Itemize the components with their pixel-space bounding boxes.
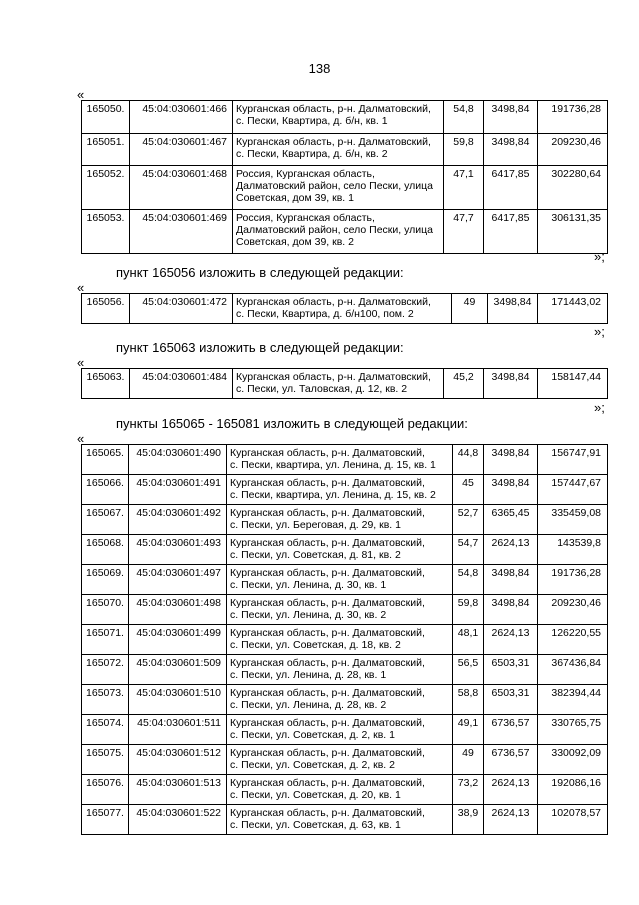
address-line: с. Пески, Квартира, д. б/н, кв. 2 (236, 148, 388, 160)
total-value: 126220,55 (538, 625, 608, 655)
total-value: 191736,28 (538, 565, 608, 595)
address-line: с. Пески, ул. Советская, д. 20, кв. 1 (230, 789, 401, 801)
address-line: с. Пески, ул. Советская, д. 63, кв. 1 (230, 819, 401, 831)
table-row (82, 805, 608, 835)
amendment-instruction: пункты 165065 - 165081 изложить в следующей редакции: (116, 416, 468, 431)
open-quote: « (77, 280, 85, 295)
table-row (82, 715, 608, 745)
address (233, 369, 444, 399)
area-value: 44,8 (453, 445, 484, 475)
amendment-instruction: пункт 165056 изложить в следующей редакции: (116, 265, 404, 280)
address (233, 294, 452, 324)
cadastral-number: 45:04:030601:469 (130, 210, 233, 254)
row-number: 165076. (82, 775, 129, 805)
rate-value: 6503,31 (484, 655, 538, 685)
row-number: 165066. (82, 475, 129, 505)
table-row (82, 775, 608, 805)
area-value: 38,9 (453, 805, 484, 835)
address (233, 134, 444, 166)
address (227, 565, 453, 595)
total-value: 330092,09 (538, 745, 608, 775)
address-line: Курганская область, р-н. Далматовский, (230, 747, 425, 759)
table-row (82, 595, 608, 625)
row-number: 165073. (82, 685, 129, 715)
cadastral-number: 45:04:030601:492 (129, 505, 227, 535)
table-row (82, 625, 608, 655)
total-value: 209230,46 (538, 134, 608, 166)
row-number: 165065. (82, 445, 129, 475)
property-table (81, 293, 608, 324)
row-number: 165051. (82, 134, 130, 166)
table-row (82, 565, 608, 595)
row-number: 165063. (82, 369, 130, 399)
address-line: с. Пески, ул. Ленина, д. 28, кв. 1 (230, 669, 387, 681)
cadastral-number: 45:04:030601:510 (129, 685, 227, 715)
address-line: с. Пески, ул. Советская, д. 2, кв. 1 (230, 729, 395, 741)
total-value: 191736,28 (538, 101, 608, 134)
rate-value: 3498,84 (488, 294, 538, 324)
total-value: 143539,8 (538, 535, 608, 565)
row-number: 165052. (82, 166, 130, 210)
address-line: Курганская область, р-н. Далматовский, (236, 371, 431, 383)
cadastral-number: 45:04:030601:513 (129, 775, 227, 805)
table-body (82, 294, 608, 324)
table-body (82, 445, 608, 835)
total-value: 302280,64 (538, 166, 608, 210)
rate-value: 3498,84 (484, 369, 538, 399)
address (227, 505, 453, 535)
open-quote: « (77, 355, 85, 370)
address-line: с. Пески, ул. Береговая, д. 29, кв. 1 (230, 519, 401, 531)
table-row (82, 210, 608, 254)
area-value: 47,7 (444, 210, 484, 254)
close-quote: »; (594, 400, 605, 415)
address-line: Курганская область, р-н. Далматовский, (236, 103, 431, 115)
area-value: 73,2 (453, 775, 484, 805)
open-quote: « (77, 87, 85, 102)
address-line: Курганская область, р-н. Далматовский, (230, 477, 425, 489)
address (227, 685, 453, 715)
address-line: с. Пески, ул. Советская, д. 2, кв. 2 (230, 759, 395, 771)
address-line: Курганская область, р-н. Далматовский, (230, 807, 425, 819)
rate-value: 2624,13 (484, 535, 538, 565)
address (227, 535, 453, 565)
area-value: 54,8 (453, 565, 484, 595)
area-value: 49,1 (453, 715, 484, 745)
address-line: Курганская область, р-н. Далматовский, (230, 537, 425, 549)
cadastral-number: 45:04:030601:493 (129, 535, 227, 565)
address-line: Далматовский район, село Пески, улица (236, 180, 433, 192)
rate-value: 6736,57 (484, 715, 538, 745)
total-value: 335459,08 (538, 505, 608, 535)
total-value: 171443,02 (538, 294, 608, 324)
address-line: Курганская область, р-н. Далматовский, (230, 627, 425, 639)
total-value: 158147,44 (538, 369, 608, 399)
area-value: 54,8 (444, 101, 484, 134)
address-line: Курганская область, р-н. Далматовский, (230, 597, 425, 609)
area-value: 47,1 (444, 166, 484, 210)
address (227, 715, 453, 745)
address (227, 805, 453, 835)
address-line: Советская, дом 39, кв. 1 (236, 192, 354, 204)
cadastral-number: 45:04:030601:511 (129, 715, 227, 745)
cadastral-number: 45:04:030601:484 (130, 369, 233, 399)
area-value: 59,8 (453, 595, 484, 625)
address-line: с. Пески, ул. Ленина, д. 28, кв. 2 (230, 699, 387, 711)
table-row (82, 294, 608, 324)
table-row (82, 685, 608, 715)
address-line: Курганская область, р-н. Далматовский, (230, 687, 425, 699)
address-line: Советская, дом 39, кв. 2 (236, 236, 354, 248)
address (233, 101, 444, 134)
row-number: 165070. (82, 595, 129, 625)
rate-value: 3498,84 (484, 445, 538, 475)
area-value: 45,2 (444, 369, 484, 399)
rate-value: 6365,45 (484, 505, 538, 535)
cadastral-number: 45:04:030601:499 (129, 625, 227, 655)
row-number: 165068. (82, 535, 129, 565)
rate-value: 3498,84 (484, 101, 538, 134)
address-line: Курганская область, р-н. Далматовский, (230, 717, 425, 729)
address-line: с. Пески, квартира, ул. Ленина, д. 15, кв. 2 (230, 489, 436, 501)
amendment-instruction: пункт 165063 изложить в следующей редакции: (116, 340, 404, 355)
address-line: Курганская область, р-н. Далматовский, (230, 507, 425, 519)
address-line: Россия, Курганская область, (236, 212, 375, 224)
address (227, 445, 453, 475)
cadastral-number: 45:04:030601:497 (129, 565, 227, 595)
address (227, 745, 453, 775)
table-row (82, 166, 608, 210)
area-value: 49 (452, 294, 488, 324)
row-number: 165074. (82, 715, 129, 745)
table-row (82, 369, 608, 399)
cadastral-number: 45:04:030601:472 (130, 294, 233, 324)
address-line: с. Пески, ул. Ленина, д. 30, кв. 1 (230, 579, 387, 591)
rate-value: 6417,85 (484, 166, 538, 210)
cadastral-number: 45:04:030601:466 (130, 101, 233, 134)
row-number: 165072. (82, 655, 129, 685)
area-value: 56,5 (453, 655, 484, 685)
address-line: Курганская область, р-н. Далматовский, (230, 777, 425, 789)
table-row (82, 101, 608, 134)
cadastral-number: 45:04:030601:509 (129, 655, 227, 685)
address-line: с. Пески, ул. Таловская, д. 12, кв. 2 (236, 383, 408, 395)
rate-value: 3498,84 (484, 595, 538, 625)
rate-value: 3498,84 (484, 134, 538, 166)
address (227, 655, 453, 685)
address-line: с. Пески, ул. Советская, д. 81, кв. 2 (230, 549, 401, 561)
table-row (82, 475, 608, 505)
table-row (82, 535, 608, 565)
total-value: 192086,16 (538, 775, 608, 805)
cadastral-number: 45:04:030601:490 (129, 445, 227, 475)
cadastral-number: 45:04:030601:512 (129, 745, 227, 775)
address (227, 775, 453, 805)
rate-value: 2624,13 (484, 625, 538, 655)
address-line: с. Пески, ул. Ленина, д. 30, кв. 2 (230, 609, 387, 621)
total-value: 330765,75 (538, 715, 608, 745)
area-value: 59,8 (444, 134, 484, 166)
address-line: с. Пески, Квартира, д. б/н, кв. 1 (236, 115, 388, 127)
row-number: 165069. (82, 565, 129, 595)
area-value: 54,7 (453, 535, 484, 565)
address-line: Курганская область, р-н. Далматовский, (236, 136, 431, 148)
area-value: 49 (453, 745, 484, 775)
address-line: с. Пески, квартира, ул. Ленина, д. 15, кв. 1 (230, 459, 436, 471)
total-value: 102078,57 (538, 805, 608, 835)
area-value: 48,1 (453, 625, 484, 655)
rate-value: 2624,13 (484, 805, 538, 835)
address-line: с. Пески, ул. Советская, д. 18, кв. 2 (230, 639, 401, 651)
row-number: 165053. (82, 210, 130, 254)
area-value: 52,7 (453, 505, 484, 535)
row-number: 165075. (82, 745, 129, 775)
cadastral-number: 45:04:030601:522 (129, 805, 227, 835)
row-number: 165050. (82, 101, 130, 134)
row-number: 165071. (82, 625, 129, 655)
close-quote: »; (594, 324, 605, 339)
cadastral-number: 45:04:030601:468 (130, 166, 233, 210)
table-body (82, 369, 608, 399)
open-quote: « (77, 431, 85, 446)
property-table (81, 444, 608, 835)
address-line: Курганская область, р-н. Далматовский, (230, 567, 425, 579)
total-value: 157447,67 (538, 475, 608, 505)
address (233, 166, 444, 210)
address-line: Курганская область, р-н. Далматовский, (230, 447, 425, 459)
area-value: 45 (453, 475, 484, 505)
total-value: 156747,91 (538, 445, 608, 475)
table-body (82, 101, 608, 254)
table-row (82, 505, 608, 535)
cadastral-number: 45:04:030601:498 (129, 595, 227, 625)
rate-value: 3498,84 (484, 565, 538, 595)
row-number: 165077. (82, 805, 129, 835)
property-table (81, 368, 608, 399)
property-table (81, 100, 608, 254)
address (233, 210, 444, 254)
row-number: 165067. (82, 505, 129, 535)
cadastral-number: 45:04:030601:467 (130, 134, 233, 166)
area-value: 58,8 (453, 685, 484, 715)
close-quote: »; (594, 249, 605, 264)
total-value: 367436,84 (538, 655, 608, 685)
total-value: 306131,35 (538, 210, 608, 254)
rate-value: 6417,85 (484, 210, 538, 254)
address (227, 475, 453, 505)
table-row (82, 745, 608, 775)
address-line: с. Пески, Квартира, д. б/н100, пом. 2 (236, 308, 414, 320)
rate-value: 3498,84 (484, 475, 538, 505)
table-row (82, 445, 608, 475)
address-line: Россия, Курганская область, (236, 168, 375, 180)
address-line: Далматовский район, село Пески, улица (236, 224, 433, 236)
table-row (82, 134, 608, 166)
total-value: 382394,44 (538, 685, 608, 715)
rate-value: 6503,31 (484, 685, 538, 715)
address (227, 595, 453, 625)
address-line: Курганская область, р-н. Далматовский, (236, 296, 431, 308)
address (227, 625, 453, 655)
page-number: 138 (308, 61, 331, 76)
total-value: 209230,46 (538, 595, 608, 625)
table-row (82, 655, 608, 685)
rate-value: 6736,57 (484, 745, 538, 775)
row-number: 165056. (82, 294, 130, 324)
rate-value: 2624,13 (484, 775, 538, 805)
address-line: Курганская область, р-н. Далматовский, (230, 657, 425, 669)
cadastral-number: 45:04:030601:491 (129, 475, 227, 505)
